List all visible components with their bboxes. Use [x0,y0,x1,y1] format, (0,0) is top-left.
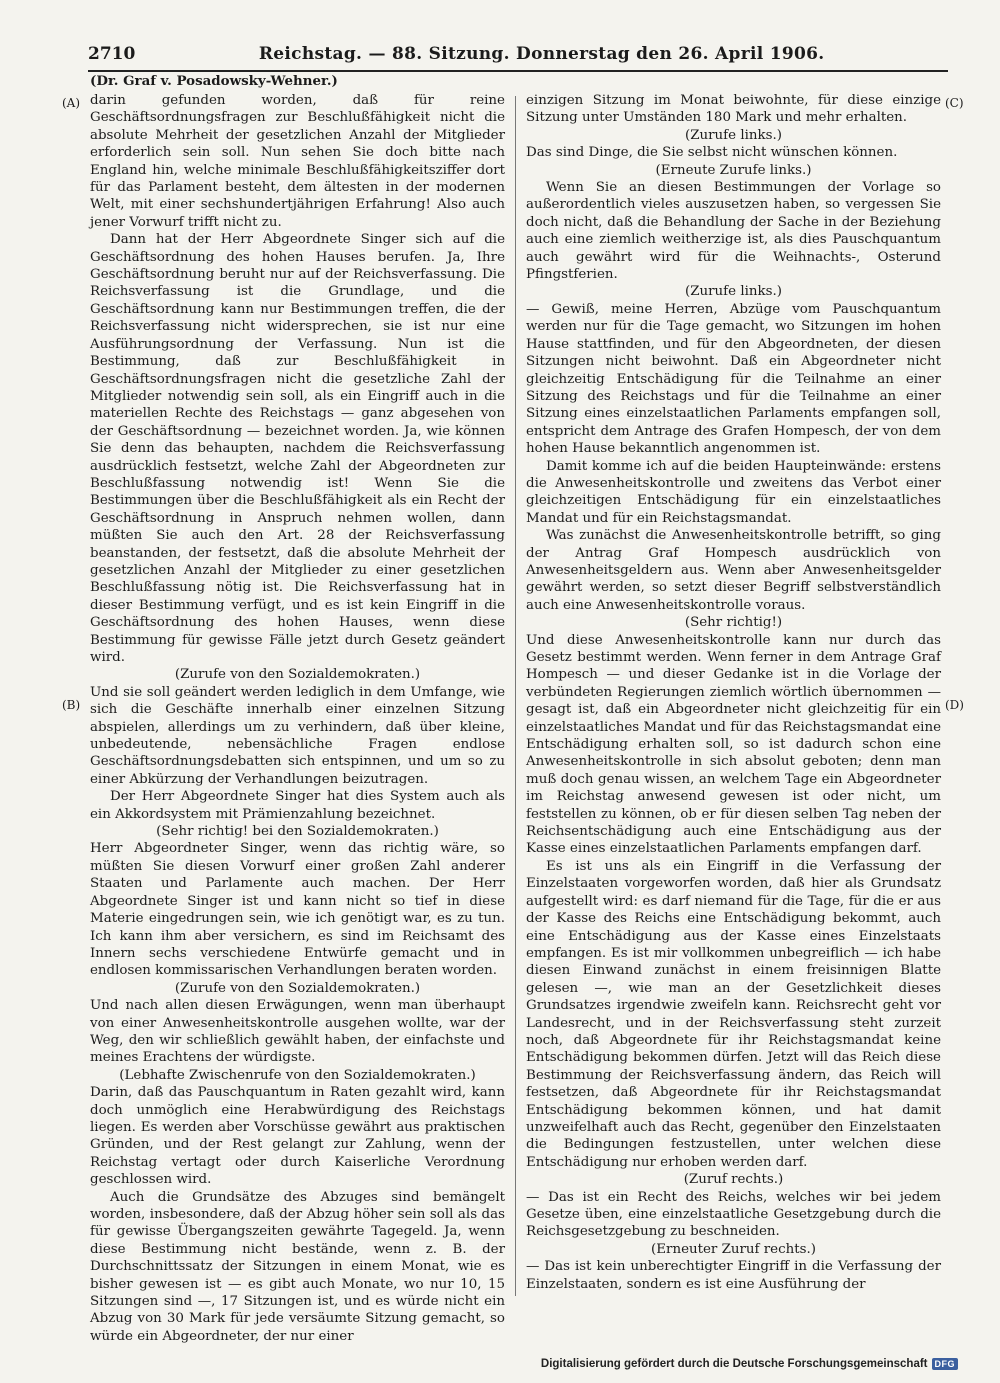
interjection: (Zurufe links.) [685,284,782,300]
footer [541,1358,958,1370]
interjection: (Zurufe von den Sozialdemokraten.) [174,667,421,683]
dfg-logo: DFG [932,1358,959,1370]
paragraph: Der Herr Abgeordnete Singer hat dies System auch als ein Akkordsystem mit Prämienzahlung bezeichnet. [90,789,505,822]
interjection: (Sehr richtig!) [684,615,783,631]
paragraph: einzigen Sitzung im Monat beiwohnte, für diese einzige Sitzung unter Umständen 180 Mark und mehr erhalten. [526,93,941,126]
left-column [90,92,505,1345]
paragraph: darin gefunden worden, daß für reine Geschäftsordnungsfragen zur Beschlußfähigkeit nicht die absolute Mehrheit der gesetzlichen Anzahl der Mitglieder erforderlich sein soll. Nun sehen Sie doch bitte nach England hin, welche minimale Beschlußfähigkeitsziffer dort für das Parlament besteht, dem ältesten in der modernen Welt, mit einer sechshundertjährigen Erfahrung! Also auch jener Vorwurf trifft nicht zu. [90,93,505,230]
interjection: (Erneute Zurufe links.) [655,162,812,178]
page-number: 2710 [88,44,136,64]
interjection: (Sehr richtig! bei den Sozialdemokraten.) [156,824,439,840]
paragraph: Dann hat der Herr Abgeordnete Singer sich auf die Geschäftsordnung des hohen Hauses berufen. Ja, Ihre Geschäftsordnung beruht nur auf der Reichsverfassung. Die Reichsverfassung ist die Grundlage, und die Geschäftsordnung kann nur Bestimmungen treffen, die der Reichsverfassung nicht widersprechen, sie ist nur eine Ausführungsordnung der Verfassung. Nun ist die Bestimmung, daß zur Beschlußfähigkeit in Geschäftsordnungsfragen nicht die gesetzliche Zahl der Mitglieder notwendig sein soll, als ein Eingriff auch in die materiellen Rechte des Reichstags — ganz abgesehen von der Geschäftsordnung — bezeichnet worden. Ja, wie können Sie denn das behaupten, nachdem die Reichsverfassung ausdrücklich festsetzt, welche Zahl der Abgeordneten zur Beschlußfassung notwendig ist! Wenn Sie die Bestimmungen über die Beschlußfähigkeit als ein Recht der Geschäftsordnung in Anspruch nehmen wollen, dann müßten Sie auch den Art. 28 der Reichsverfassung beanstanden, der festsetzt, daß die absolute Mehrheit der gesetzlichen Anzahl der Mitglieder zu einer gesetzlichen Beschlußfassung nötig ist. Die Reichsverfassung hat in dieser Bestimmung verfügt, und es ist kein Eingriff in die Geschäftsordnung des hohen Hauses, wenn diese Bestimmung für gewisse Fälle jetzt durch Gesetz geändert wird. [90,232,505,665]
paragraph: — Gewiß, meine Herren, Abzüge vom Pauschquantum werden nur für die Tage gemacht, wo Sitzungen im hohen Hause stattfinden, und für den Abgeordneten, der diesen Sitzungen nicht beiwohnt. Daß ein Abgeordneter nicht gleichzeitig Entschädigung für die Teilnahme an einer Sitzung des Reichstags und für die Teilnahme an einer Sitzung eines einzelstaatlichen Parlaments empfangen soll, entspricht dem Antrage des Grafen Hompesch, der von dem hohen Hause bekanntlich angenommen ist. [526,301,941,457]
column-divider [515,96,516,1296]
paragraph: Und diese Anwesenheitskontrolle kann nur durch das Gesetz bestimmt werden. Wenn ferner in dem Antrage Graf Hompesch — und dieser Gedanke ist in die Vorlage der verbündeten Regierungen ziemlich wörtlich übernommen — gesagt ist, daß ein Abgeordneter nicht gleichzeitig für ein einzelstaatliches Mandat und für das Reichstagsmandat eine Entschädigung erhalten soll, so ist dadurch schon eine Anwesenheitskontrolle in sich absolut geboten; denn man muß doch genau wissen, an welchem Tage ein Abgeordneter im Reichstag anwesend gewesen ist oder nicht, um feststellen zu können, ob er für diesen selben Tag neben der Reichsentschädigung auch eine Entschädigung aus der Kasse eines einzelstaatlichen Parlaments empfangen darf. [526,632,941,857]
margin-marker-a: (A) [62,96,81,110]
margin-marker-c: (C) [945,96,964,110]
paragraph: Was zunächst die Anwesenheitskontrolle betrifft, so ging der Antrag Graf Hompesch ausdrücklich von Anwesenheitsgeldern aus. Wenn aber Anwesenheitsgelder gewährt werden, so setzt dieser Begriff selbstverständlich auch eine Anwesenheitskontrolle voraus. [526,528,941,613]
paragraph: Auch die Grundsätze des Abzuges sind bemängelt worden, insbesondere, daß der Abzug höher sein soll als das für gewisse Übergangszeiten gewährte Tagegeld. Ja, wenn diese Bestimmung nicht bestände, wenn z. B. der Durchschnittssatz der Sitzungen in einem Monat, wie es bisher gewesen ist — es gibt auch Monate, wo nur 10, 15 Sitzungen sind —, 17 Sitzungen ist, und es würde nicht ein Abzug von 30 Mark für jede versäumte Sitzung gemacht, so würde ein Abgeordneter, der nur einer [90,1189,505,1344]
paragraph: Es ist uns als ein Eingriff in die Verfassung der Einzelstaaten vorgeworfen worden, daß hier als Grundsatz aufgestellt wird: es darf niemand für die Tage, für die er aus der Kasse des Reichs eine Entschädigung bekommt, auch eine Entschädigung aus der Kasse eines Einzelstaats empfangen. Es ist mir vollkommen unbegreiflich — ich habe diesen Einwand zunächst in einem freisinnigen Blatte gelesen —, wie man an der Gesetzlichkeit dieses Grundsatzes irgendwie zweifeln kann. Reichsrecht geht vor Landesrecht, und in der Reichsverfassung steht zurzeit noch, daß Abgeordnete für ihr Reichstagsmandat keine Entschädigung bekommen dürfen. Jetzt will das Reich diese Bestimmung der Reichsverfassung ändern, das Reich will festsetzen, daß Abgeordnete für ihr Reichstagsmandat Entschädigung bekommen können, und hat damit unzweifelhaft auch das Recht, gegenüber den Einzelstaaten die Bedingungen festzustellen, unter welchen diese Entschädigung nur erhoben werden darf. [526,858,941,1170]
paragraph: Wenn Sie an diesen Bestimmungen der Vorlage so außerordentlich vieles auszusetzen haben, so vergessen Sie doch nicht, daß die Behandlung der Sache in der Beziehung auch eine ziemlich weitherzige ist, als dies Pauschquantum auch gewährt wird für die Weihnachts-, Osterund Pfingstferien. [526,180,941,283]
paragraph: Das sind Dinge, die Sie selbst nicht wünschen können. [526,145,898,161]
interjection: (Zurufe von den Sozialdemokraten.) [174,980,421,996]
paragraph: Und nach allen diesen Erwägungen, wenn man überhaupt von einer Anwesenheitskontrolle ausgehen wollte, war der Weg, den wir schließlich gewählt haben, der einfachste und meines Erachtens der würdigste. [90,998,505,1066]
paragraph: Damit komme ich auf die beiden Haupteinwände: erstens die Anwesenheitskontrolle und zweitens das Verbot einer gleichzeitigen Entschädigung für ein einzelstaatliches Mandat und für ein Reichstagsmandat. [526,458,941,526]
interjection: (Zurufe links.) [685,127,782,143]
paragraph: Herr Abgeordneter Singer, wenn das richtig wäre, so müßten Sie diesen Vorwurf einer großen Zahl anderer Staaten und Parlamente auch machen. Der Herr Abgeordnete Singer ist und kann nicht so tief in diese Materie eingedrungen sein, wie ich genötigt war, es zu tun. Ich kann ihm aber versichern, es sind im Reichsamt des Innern sechs verschiedene Entwürfe gemacht und in endlosen kommissarischen Verhandlungen beraten worden. [90,841,505,979]
page-header [88,44,948,70]
paragraph: Und sie soll geändert werden lediglich in dem Umfange, wie sich die Geschäfte innerhalb einer einzelnen Sitzung abspielen, allerdings um zu verhindern, daß über kleine, unbedeutende, nebensächliche Fragen endlose Geschäftsordnungsdebatten sich entspinnen, und um so zu einer Abkürzung der Verhandlungen beizutragen. [90,684,505,787]
paragraph: Darin, daß das Pauschquantum in Raten gezahlt wird, kann doch unmöglich eine Herabwürdigung des Reichstags liegen. Es werden aber Vorschüsse gewährt aus praktischen Gründen, und der Rest gelangt zur Zahlung, wenn der Reichstag vertagt oder durch Kaiserliche Verordnung geschlossen wird. [90,1085,505,1188]
footer-text: Digitalisierung gefördert durch die Deutsche Forschungsgemeinschaft [540,1358,928,1370]
interjection: (Zuruf rechts.) [683,1172,784,1188]
right-column [526,92,941,1293]
page-title: Reichstag. — 88. Sitzung. Donnerstag den 26. April 1906. [258,44,825,64]
paragraph: — Das ist kein unberechtigter Eingriff in die Verfassung der Einzelstaaten, sondern es ist eine Ausführung der [526,1259,941,1292]
speaker-line: (Dr. Graf v. Posadowsky-Wehner.) [90,73,338,89]
interjection: (Erneuter Zuruf rechts.) [651,1241,816,1257]
interjection: (Lebhafte Zwischenrufe von den Sozialdemokraten.) [119,1067,476,1083]
margin-marker-d: (D) [945,698,964,712]
paragraph: — Das ist ein Recht des Reichs, welches wir bei jedem Gesetze üben, eine einzelstaatliche Gesetzgebung durch die Reichsgesetzgebung zu beschneiden. [526,1189,941,1240]
margin-marker-b: (B) [62,698,81,712]
